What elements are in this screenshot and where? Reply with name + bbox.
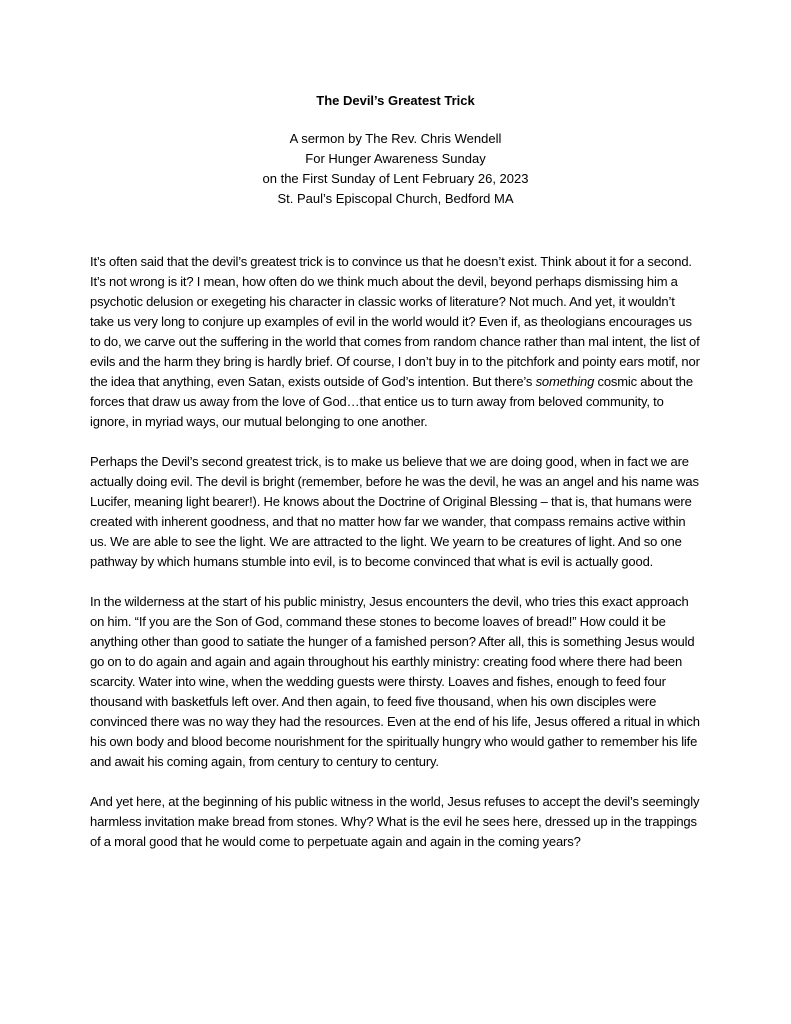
sermon-header [90,129,701,209]
paragraph-1-text-end: cosmic about the forces that draw us away from the love of God…that entice us to turn away from beloved community, to ignore, in myriad ways, our mutual belonging to one another. [90,374,693,429]
paragraph-3: In the wilderness at the start of his public ministry, Jesus encounters the devil, who tries this exact approach on him. “If you are the Son of God, command these stones to become loaves of bread!” How could it be anything other than good to satiate the hunger of a famished person? After all, this is something Jesus would go on to do again and again and again throughout his earthly ministry: creating food where there had been scarcity. Water into wine, when the wedding guests were thirsty. Loaves and fishes, enough to feed four thousand with basketfuls left over. And then again, to feed five thousand, when his own disciples were convinced there was no way they had the resources. Even at the end of his life, Jesus offered a ritual in which his own body and blood become nourishment for the spiritually hungry who would gather to remember his life and await his coming again, from century to century to century. [90,594,700,769]
sermon-title: The Devil’s Greatest Trick [316,93,475,108]
paragraph-4: And yet here, at the beginning of his public witness in the world, Jesus refuses to accept the devil’s seemingly harmless invitation make bread from stones. Why? What is the evil he sees here, dressed up in the trappings of a moral good that he would come to perpetuate again and again in the coming years? [90,794,700,849]
header-line-date: on the First Sunday of Lent February 26, 2023 [262,171,529,186]
sermon-body [90,252,701,852]
header-line-church: St. Paul’s Episcopal Church, Bedford MA [277,191,514,206]
paragraph-1-emphasis: something [535,374,595,389]
paragraph-1 [90,252,701,432]
paragraph-1-text-start: It’s often said that the devil’s greatest trick is to convince us that he doesn’t exist. Think about it for a second. It’s not wrong is it? I mean, how often do we think much about the devil, beyond perhaps dismissing him a psychotic delusion or exegeting his character in classic works of literature? Not much. And yet, it wouldn’t take us very long to conjure up examples of evil in the world would it? Even if, as theologians encourages us to do, we carve out the suffering in the world that comes from random chance rather than mal intent, the list of evils and the harm they bring is hardly brief. Of course, I don’t buy in to the pitchfork and pointy ears motif, nor the idea that anything, even Satan, exists outside of God’s intention. But there’s [90,254,700,389]
header-line-occasion: For Hunger Awareness Sunday [305,151,486,166]
header-line-author: A sermon by The Rev. Chris Wendell [289,131,502,146]
paragraph-2: Perhaps the Devil’s second greatest trick, is to make us believe that we are doing good, when in fact we are actually doing evil. The devil is bright (remember, before he was the devil, he was an angel and his name was Lucifer, meaning light bearer!). He knows about the Doctrine of Original Blessing – that is, that humans were created with inherent goodness, and that no matter how far we wander, that compass remains active within us. We are able to see the light. We are attracted to the light. We yearn to be creatures of light. And so one pathway by which humans stumble into evil, is to become convinced that what is evil is actually good. [90,454,699,569]
